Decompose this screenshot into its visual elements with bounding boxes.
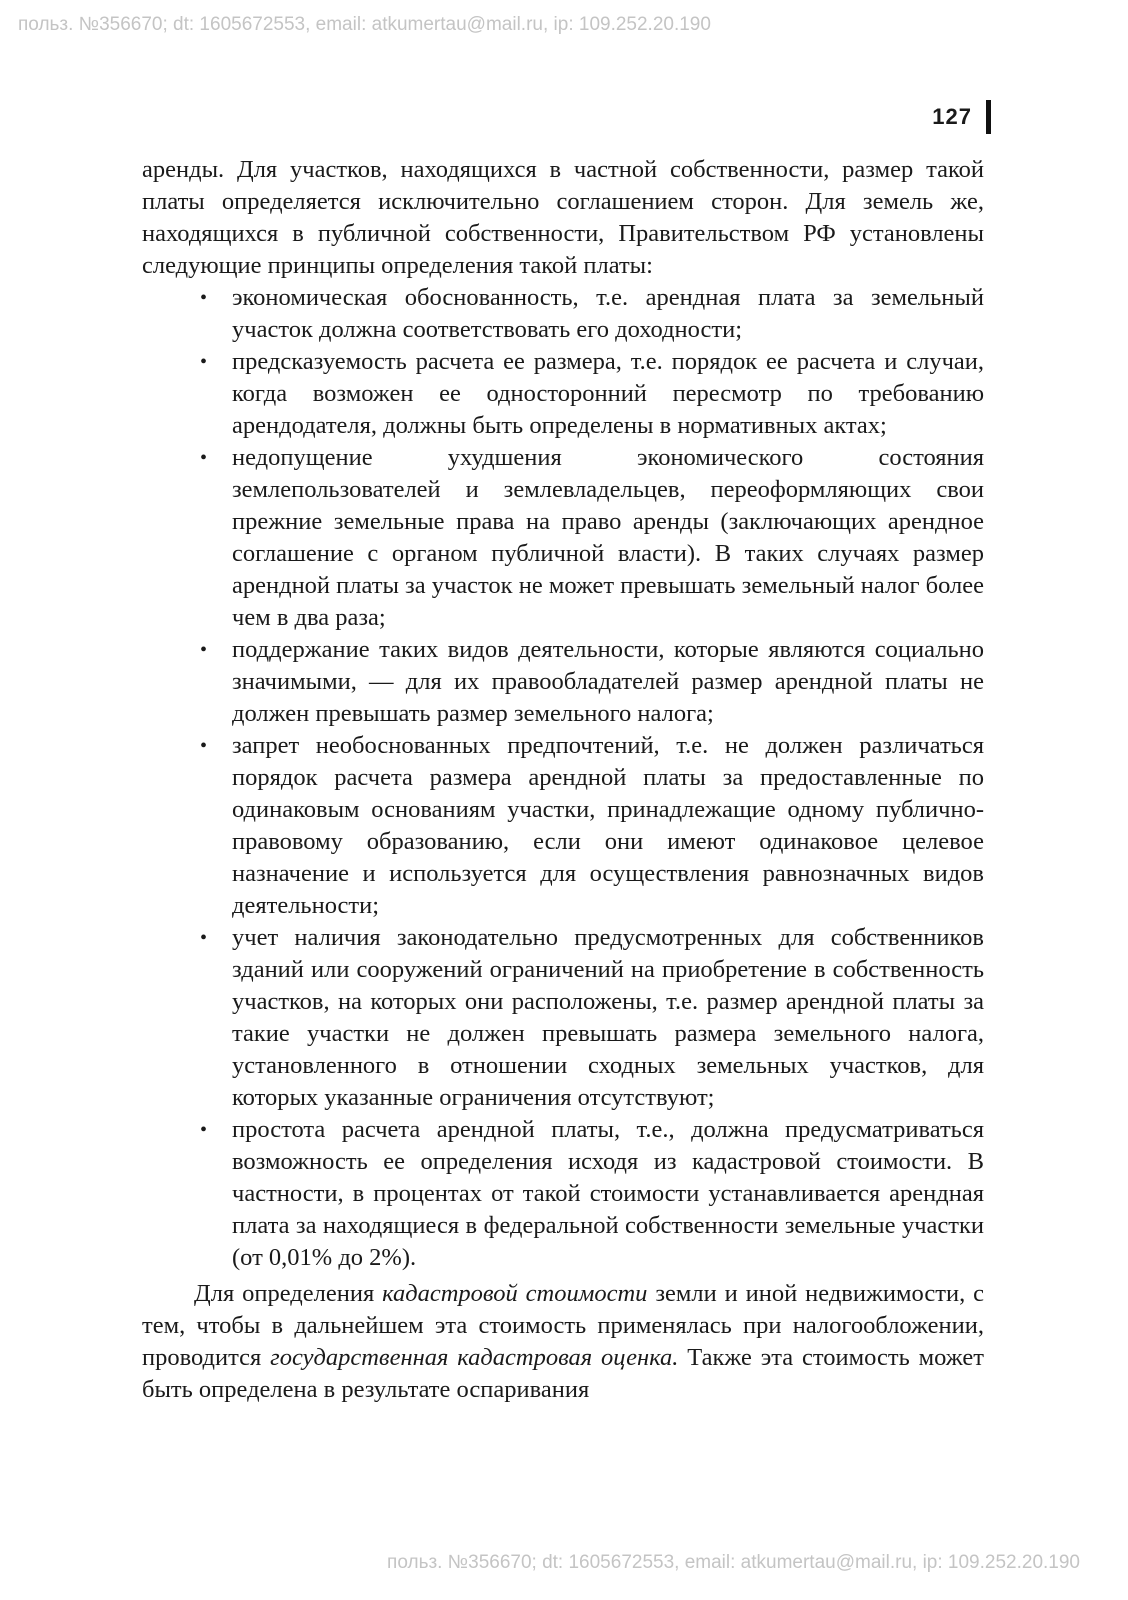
list-item xyxy=(200,1114,984,1274)
list-item-text: экономическая обоснованность, т.е. арендная плата за земельный участок должна соответствовать его доходности; xyxy=(232,284,984,343)
list-item xyxy=(200,282,984,346)
list-item-text: учет наличия законодательно предусмотренных для собственников зданий или сооружений ограничений на приобретение в собственность участков, на которых они расположены, т.е. размер арендной платы за такие участки не должен превышать размера земельного налога, установленного в отношении сходных земельных участков, для которых указанные ограничения отсутствуют; xyxy=(232,924,984,1111)
list-item xyxy=(200,634,984,730)
term-state-cadastral-assessment: государственная кадастровая оценка. xyxy=(270,1344,679,1371)
closing-paragraph xyxy=(142,1278,984,1406)
term-cadastral-value: кадастровой стоимости xyxy=(382,1280,648,1307)
bullet-icon: • xyxy=(200,287,208,309)
watermark-bottom: польз. №356670; dt: 1605672553, email: atkumertau@mail.ru, ip: 109.252.20.190 xyxy=(387,1552,1080,1573)
list-item xyxy=(200,346,984,442)
list-item xyxy=(200,730,984,922)
list-item xyxy=(200,922,984,1114)
bullet-icon: • xyxy=(200,447,208,469)
watermark-top: польз. №356670; dt: 1605672553, email: atkumertau@mail.ru, ip: 109.252.20.190 xyxy=(18,14,711,35)
list-item-text: поддержание таких видов деятельности, которые являются социально значимыми, — для их правообладателей размер арендной платы не должен превышать размер земельного налога; xyxy=(232,636,984,727)
body-text xyxy=(142,154,984,1406)
list-item-text: предсказуемость расчета ее размера, т.е. порядок ее расчета и случаи, когда возможен ее односторонний пересмотр по требованию арендодателя, должны быть определены в нормативных актах; xyxy=(232,348,984,439)
principles-list xyxy=(142,282,984,1274)
bullet-icon: • xyxy=(200,927,208,949)
page-number: 127 xyxy=(932,104,972,129)
list-item-text: простота расчета арендной платы, т.е., должна предусматриваться возможность ее определения исходя из кадастровой стоимости. В частности, в процентах от такой стоимости устанавливается арендная плата за находящиеся в федеральной собственности земельные участки (от 0,01% до 2%). xyxy=(232,1116,984,1271)
closing-text-3: Также эта стоимость может быть определена в результате оспаривания xyxy=(142,1344,984,1403)
intro-paragraph: аренды. Для участков, находящихся в частной собственности, размер такой платы определяется исключительно соглашением сторон. Для земель же, находящихся в публичной собственности, Правительством РФ установлены следующие принципы определения такой платы: xyxy=(142,156,984,279)
page-number-rule xyxy=(986,100,991,134)
bullet-icon: • xyxy=(200,351,208,373)
list-item-text: недопущение ухудшения экономического состояния землепользователей и землевладельцев, переоформляющих свои прежние земельные права на право аренды (заключающих арендное соглашение с органом публичной власти). В таких случаях размер арендной платы за участок не может превышать земельный налог более чем в два раза; xyxy=(232,444,984,631)
list-item xyxy=(200,442,984,634)
bullet-icon: • xyxy=(200,639,208,661)
list-item-text: запрет необоснованных предпочтений, т.е. не должен различаться порядок расчета размера арендной платы за предоставленные по одинаковым основаниям участки, принадлежащие одному публично-правовому образованию, если они имеют одинаковое целевое назначение и используется для осуществления равнозначных видов деятельности; xyxy=(232,732,984,919)
closing-text-1: Для определения xyxy=(194,1280,383,1307)
bullet-icon: • xyxy=(200,1119,208,1141)
closing-text-2: земли и иной недвижимости, с тем, чтобы в дальнейшем эта стоимость применялась при налогообложении, проводится xyxy=(142,1280,984,1371)
bullet-icon: • xyxy=(200,735,208,757)
